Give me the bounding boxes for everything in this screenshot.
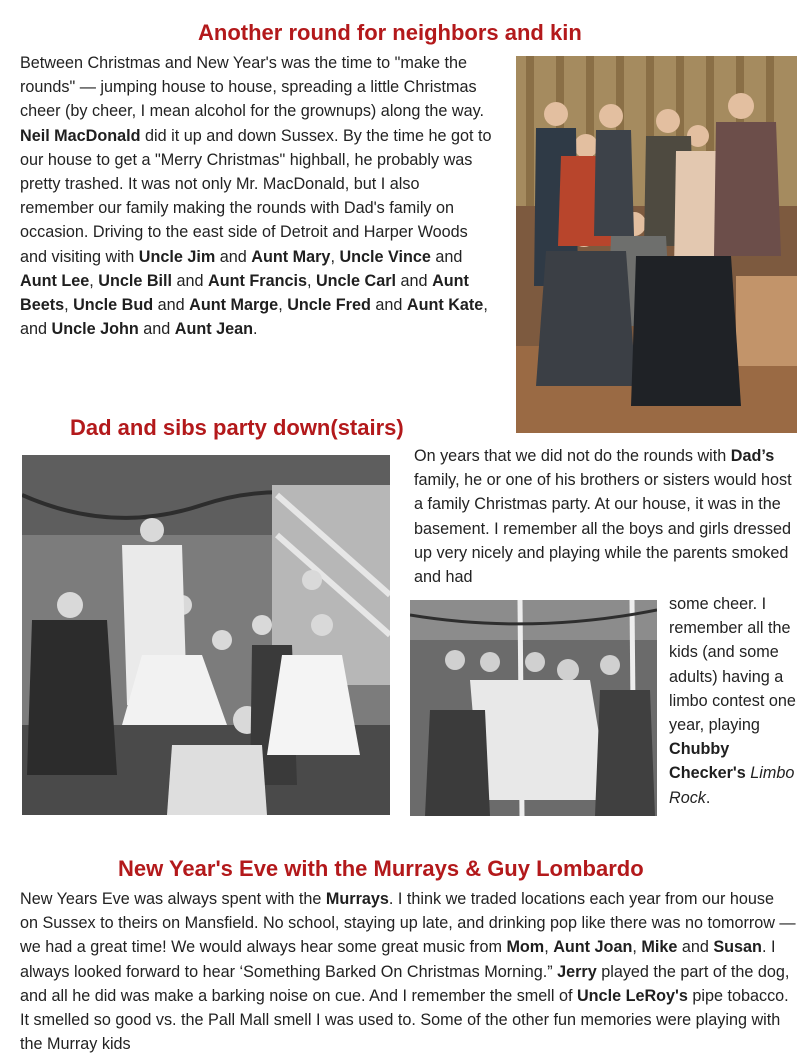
section3-heading: New Year's Eve with the Murrays & Guy Lombardo — [118, 856, 644, 881]
section2-paragraph-top: On years that we did not do the rounds with Dad’s family, he or one of his brothers or sisters would host a family Christmas party. At our house, it was in the basement. I remember all the boys and girls dressed up very nicely and playing while the parents smoked and had — [414, 447, 792, 587]
section2-paragraph-side: some cheer. I remember all the kids (and some adults) having a limbo contest one year, playing Chubby Checker's Limbo Rock. — [669, 595, 796, 807]
section3-paragraph: New Years Eve was always spent with the Murrays. I think we traded locations each year from our house on Sussex to theirs on Mansfield. No school, staying up late, and drinking pop like there was no tomorrow — we had a great time! We would always hear some great music from Mom, Aunt Joan, Mike and Susan. I always looked forward to hear ‘Something Barked On Christmas Morning.” Jerry played the part of the dog, and all he did was make a barking noise on cue. And I remember the smell of Uncle LeRoy's pipe tobacco. It smelled so good vs. the Pall Mall smell I was used to. Some of the other fun memories were playing with the Murray kids — [20, 890, 796, 1054]
limbo-contest-photo — [410, 600, 657, 816]
section2-heading: Dad and sibs party down(stairs) — [70, 415, 404, 440]
section1-paragraph: Between Christmas and New Year's was the time to "make the rounds" — jumping house to house, spreading a little Christmas cheer (by cheer, I mean alcohol for the grownups) along the way. Neil MacDonald did it up and down Sussex. By the time he got to our house to get a "Merry Christmas" highball, he probably was pretty trashed. It was not only Mr. MacDonald, but I also remember our family making the rounds with Dad's family on occasion. Driving to the east side of Detroit and Harper Woods and visiting with Uncle Jim and Aunt Mary, Uncle Vince and Aunt Lee, Uncle Bill and Aunt Francis, Uncle Carl and Aunt Beets, Uncle Bud and Aunt Marge, Uncle Fred and Aunt Kate, and Uncle John and Aunt Jean. — [20, 54, 492, 339]
section1-heading: Another round for neighbors and kin — [198, 20, 582, 45]
family-group-photo — [516, 56, 797, 433]
basement-party-photo — [22, 455, 390, 815]
